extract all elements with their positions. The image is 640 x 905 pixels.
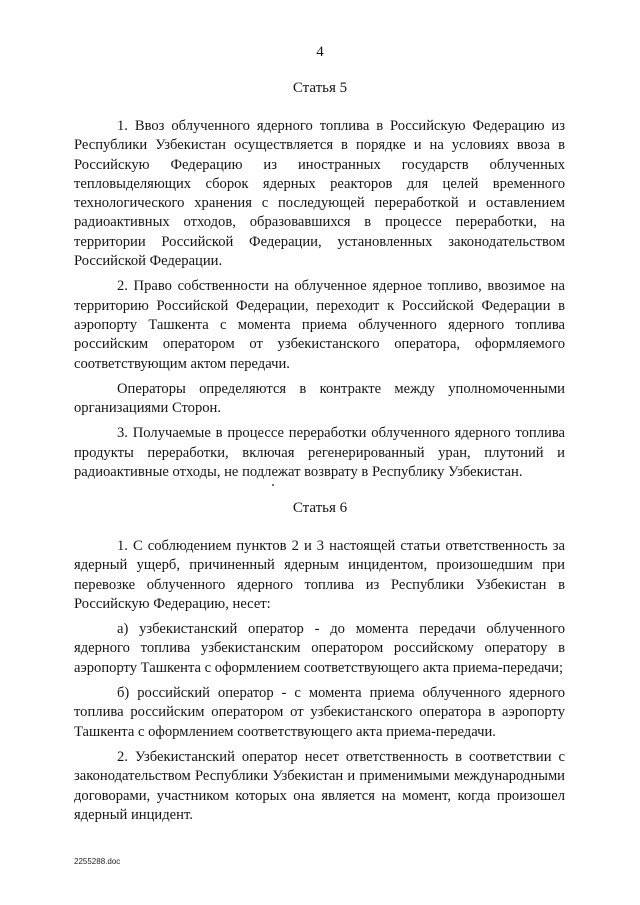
article-6-paragraph-2: 2. Узбекистанский оператор несет ответственность в соответствии с законодательством Республики Узбекистан и применимыми международными договорами, участником которых она является на момент, когда произошел ядерный инцидент. <box>74 748 565 823</box>
article-6-item-a: а) узбекистанский оператор - до момента передачи облученного ядерного топлива узбекистанским оператором российскому оператору в аэропорту Ташкента с оформлением соответствующего акта приема-передачи; <box>74 621 565 676</box>
article-5-paragraph-1: 1. Ввоз облученного ядерного топлива в Российскую Федерацию из Республики Узбекистан осуществляется в порядке и на условиях ввоза в Российскую Федерацию из иностранных государств облученных тепловыделяющих сборок ядерных реакторов для целей временного технологического хранения с последующей переработкой и оставлением радиоактивных отходов, образовавшихся в процессе переработки, на территории Российской Федерации, установленных законодательством Российской Федерации. <box>74 118 565 270</box>
article-6-body <box>74 537 565 831</box>
article-5-paragraph-2: 2. Право собственности на облученное ядерное топливо, ввозимое на территорию Российской Федерации, переходит к Российской Федерации в аэропорту Ташкента с момента приема облученного ядерного топлива российским оператором от узбекистанского оператора, оформляемого соответствующим актом передачи. <box>74 278 565 372</box>
article-5-paragraph-operators: Операторы определяются в контракте между уполномоченными организациями Сторон. <box>74 380 565 417</box>
article-6-item-b: б) российский оператор - с момента приема облученного ядерного топлива российским оператором от узбекистанского оператора в аэропорту Ташкента с оформлением соответствующего акта приема-передачи. <box>74 685 565 740</box>
scan-dot <box>272 484 274 486</box>
article-5-heading: Статья 5 <box>292 80 348 96</box>
page-number: 4 <box>316 44 324 60</box>
article-6-paragraph-1: 1. С соблюдением пунктов 2 и 3 настоящей статьи ответственность за ядерный ущерб, причиненный ядерным инцидентом, произошедшим при перевозке облученного ядерного топлива из Республики Узбекистан в Российскую Федерацию, несет: <box>74 538 565 612</box>
document-filename: 2255288.doc <box>74 857 121 866</box>
article-5-paragraph-3: 3. Получаемые в процессе переработки облученного ядерного топлива продукты переработки, включая регенерированный уран, плутоний и радиоактивные отходы, не подлежат возврату в Республику Узбекистан. <box>74 425 565 481</box>
article-5-body <box>74 117 565 488</box>
article-6-heading: Статья 6 <box>292 500 348 516</box>
